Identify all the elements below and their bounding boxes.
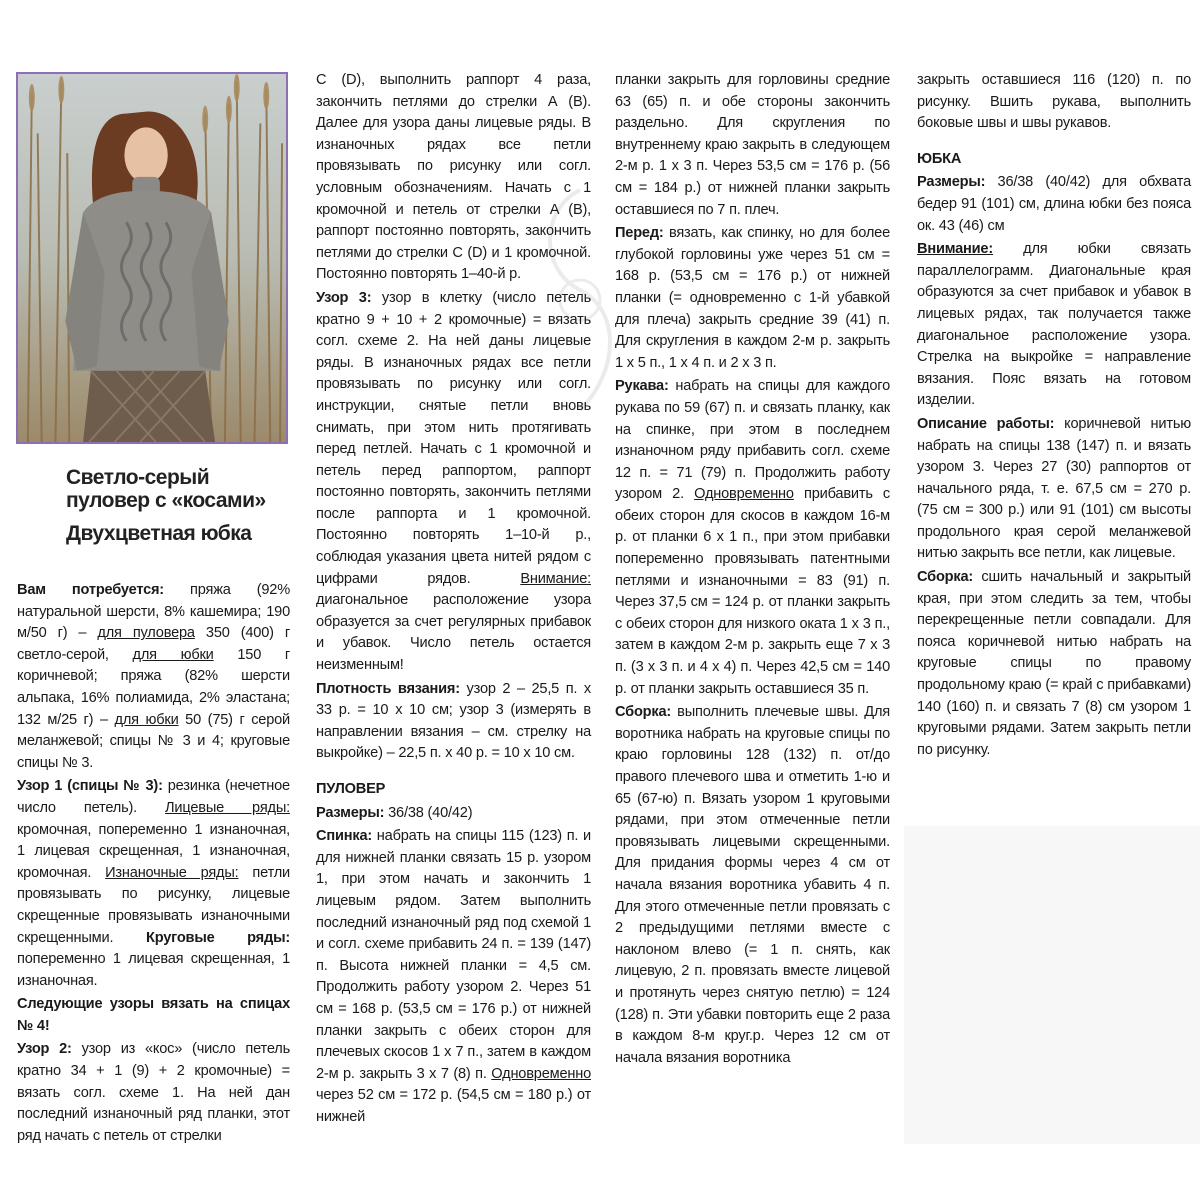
needles-note: Следующие узоры вязать на спицах № 4!	[17, 996, 290, 1034]
gauge-paragraph	[316, 679, 591, 765]
text-run: коричневой нитью набрать на спицы 138 (147) п. и вязать узором 3. Через 27 (30) раппортов от начального ряда, т. е. 67,5 см = 270 р. (75 см = 300 р.) или 91 (101) см высоты продольного края серой меланжевой нитью закрыть все петли, как лицевые.	[917, 415, 1191, 562]
skirt-sizes-paragraph	[917, 172, 1191, 237]
sleeves-paragraph	[615, 376, 890, 700]
sleeves-label: Рукава:	[615, 378, 669, 395]
skirt-assembly-paragraph	[917, 567, 1191, 761]
photo	[16, 72, 288, 444]
text-run: через 52 см = 172 р. (54,5 см = 180 р.) от нижней	[316, 1087, 591, 1125]
text-run: набрать на спицы для каждого рукава по 59 (67) п. и связать планку, как на спинке, при этом в последнем изнаночном ряду прибавить согл. схеме 12 п. = 71 (79) п. Продолжить работу узором 2.	[615, 378, 890, 503]
text-run: 36/38 (40/42)	[384, 804, 473, 821]
work-description-paragraph	[917, 414, 1191, 565]
materials-paragraph	[17, 580, 290, 774]
page-subtitle: Двухцветная юбка	[66, 522, 252, 545]
page-title: Светло-серый пуловер с «косами»	[66, 466, 266, 512]
text-run: для юбки	[132, 646, 214, 663]
text-run: 150 г коричневой; пряжа (82% шерсти альпака, 16% полиамида, 2% эластана; 132 м/25 г) –	[17, 646, 290, 728]
back-label: Спинка:	[316, 828, 373, 845]
column-4	[917, 70, 1191, 761]
text-run: попеременно 1 лицевая скрещенная, 1 изнаночная.	[17, 951, 290, 989]
pattern-2-paragraph	[17, 1039, 290, 1147]
text-run: узор из «кос» (число петель кратно 34 + 1 (9) + 2 кромочные) = вязать согл. схеме 1. На ней дан последний изнаночный ряд планки, этот ряд начать с петель от стрелки	[17, 1041, 291, 1144]
back-paragraph	[316, 826, 591, 1128]
text-run: для юбки	[114, 711, 179, 728]
back-continued: планки закрыть для горловины средние 63 (65) п. и обе стороны закончить раздельно. Для скругления по внутреннему краю закрыть в следующем 2-м р. 1 х 3 п. Через 53,5 см = 176 р. (56 см = 184 р.) от нижней планки закрыть оставшиеся по 7 п. плеч.	[615, 72, 890, 218]
title-block	[66, 466, 298, 546]
section-heading-skirt: ЮБКА	[917, 150, 962, 167]
woman-in-grey-cable-sweater-photo	[18, 74, 286, 442]
text-run: сшить начальный и закрытый края, при этом следить за тем, чтобы перекрещенные петли совпадали. Для пояса коричневой нитью набрать на круговые спицы по правому продольному краю (= край с прибавками) 140 (160) п. и связать 7 (8) см узором 1 круговыми рядами. Затем закрыть петли по рисунку.	[917, 569, 1191, 758]
column-1	[17, 580, 290, 1147]
text-run: выполнить плечевые швы. Для воротника набрать на круговые спицы по краю горловины 128 (132) п. от/до правого плечевого шва и отметить 1-ю и 65 (67-ю) п. Вязать узором 1 круговыми рядами, при этом отмеченные петли провязывать лицевыми скрещенными. Для придания формы через 4 см от начала вязания воротника убавить 4 п. Для этого отмеченные петли провязать с 2 предыдущими петлями вместе с наклоном влево (= 1 п. снять, как лицевую, 2 п. провязать вместе лицевой и протянуть через снятую петлю) = 124 (128) п. Эти убавки повторить еще 2 раза в каждом 8-м круг.р. Через 12 см от начала вязания воротника	[615, 704, 890, 1066]
pattern-2-label: Узор 2:	[17, 1041, 72, 1058]
attention-label: Внимание:	[917, 241, 994, 258]
text-run: петли провязывать по рисунку, лицевые скрещенные провязывать изнаночными скрещенными.	[17, 864, 290, 946]
text-run: для пуловера	[97, 625, 195, 642]
text-run: пряжа (92% натуральной шерсти, 8% кашемира; 190 м/50 г) –	[17, 582, 290, 642]
materials-label: Вам потребуется:	[17, 582, 164, 598]
pattern-2-continued: С (D), выполнить раппорт 4 раза, закончить петлями до стрелки А (В). Далее для узора даны лицевые ряды. В изнаночных рядах все петли провязывать по рисунку или согл. условным обозначениям. Начать с 1 кромочной и петель от стрелки А (В), раппорт постоянно повторять, закончить петлями до стрелки С (D) и 1 кромочной. Постоянно повторять 1–40-й р.	[316, 72, 591, 283]
text-run: Внимание:	[520, 570, 591, 587]
text-run: узор в клетку (число петель кратно 9 + 10 + 2 кромочные) = вязать согл. схеме 2. На ней даны лицевые ряды. В изнаночных рядах все петли провязывать по рисунку или согл. инструкции, снятые петли вновь снимать, при этом нить протягивать перед петлей. Начать с 1 кромочной и петель перед раппортом, раппорт постоянно повторять, закончить петлями после раппорта и 1 кромочной. Постоянно повторять 1–10-й р., соблюдая указания цвета нитей рядом с цифрами рядов.	[316, 289, 591, 587]
assembly-paragraph	[615, 702, 890, 1069]
column-3	[615, 70, 890, 1069]
text-run: Лицевые ряды:	[165, 799, 290, 816]
blank-grey-panel	[904, 826, 1200, 1144]
text-run: для юбки связать параллелограмм. Диагональные края образуются за счет прибавок и убавок в лицевых рядах, так получается также диагональное расположение узора. Стрелка на выкройке = направление вязания. Пояс вязать на готовом изделии.	[917, 241, 1191, 409]
skirt-assembly-label: Сборка:	[917, 569, 974, 586]
text-run: Изнаночные ряды:	[105, 864, 239, 881]
sizes-label: Размеры:	[316, 804, 385, 821]
pattern-3-paragraph	[316, 288, 591, 677]
text-run: набрать на спицы 115 (123) п. и для нижней планки связать 15 р. узором 1, при этом начать и закончить 1 лицевым рядом. Затем выполнить последний изнаночный ряд под схемой 1 и согл. схеме прибавить 24 п. = 139 (147) п. Высота нижней планки = 4,5 см. Продолжить работу узором 2. Через 51 см = 168 р. (53,5 см = 176 р.) от нижней планки закрыть с обеих сторон для плечевых скосов 1 х 7 п., затем в каждом 2-м р. закрыть 3 х 7 (8) п.	[316, 828, 591, 1082]
work-description-label: Описание работы:	[917, 415, 1055, 432]
assembly-continued: закрыть оставшиеся 116 (120) п. по рисунку. Вшить рукава, выполнить боковые швы и швы рукавов.	[917, 72, 1191, 132]
gauge-label: Плотность вязания:	[316, 680, 460, 697]
text-run: кромочная, попеременно 1 изнаночная, 1 лицевая скрещенная, 1 изнаночная, кромочная.	[17, 821, 290, 881]
text-run: диагональное расположение узора образуется за счет регулярных прибавок и убавок. Число петель остается неизменным!	[316, 592, 591, 674]
text-run: Круговые ряды:	[146, 929, 290, 946]
front-label: Перед:	[615, 225, 664, 242]
text-run: 350 (400) г светло-серой,	[17, 625, 290, 663]
text-run: вязать, как спинку, но для более глубокой горловины уже через 51 см = 168 р. (53,5 см = 176 р.) от нижней планки (= одновременно с 1-й убавкой для плеча) закрыть средние 39 (41) п. Для скругления в каждом 2-м р. закрыть 1 х 5 п., 1 х 4 п. и 2 х 3 п.	[615, 225, 890, 371]
assembly-label: Сборка:	[615, 704, 672, 721]
front-paragraph	[615, 223, 890, 374]
sizes-paragraph	[316, 803, 591, 825]
attention-paragraph	[917, 239, 1191, 412]
column-2	[316, 70, 591, 1129]
text-run: узор 2 – 25,5 п. х 33 р. = 10 х 10 см; узор 3 (измерять в направлении вязания – см. стрелку на выкройке) – 22,5 п. х 40 р. = 10 х 10 см.	[316, 680, 591, 762]
pattern-3-label: Узор 3:	[316, 289, 372, 306]
pattern-1-paragraph	[17, 776, 290, 992]
pattern-1-label: Узор 1 (спицы № 3):	[17, 778, 163, 795]
text-run: 50 (75) г серой меланжевой; спицы № 3 и 4; круговые спицы № 3.	[17, 711, 291, 771]
text-run: резинка (нечетное число петель).	[17, 778, 290, 816]
text-run: Одновременно	[694, 486, 794, 503]
text-run: Одновременно	[491, 1065, 591, 1082]
text-run: прибавить с обеих сторон для скосов в каждом 16-м р. от планки 6 х 1 п., при этом прибавки попеременно провязывать патентными петлями и изнаночными = 83 (91) п. Через 37,5 см = 124 р. от планки закрыть с обеих сторон для низкого оката 1 х 3 п., затем в каждом 2-м р. закрыть еще 7 х 3 п. (3 х 3 п. и 4 х 4) п. Через 42,5 см = 140 р. от планки закрыть оставшиеся 35 п.	[615, 486, 890, 697]
text-run: 36/38 (40/42) для обхвата бедер 91 (101) см, длина юбки без пояса ок. 43 (46) см	[917, 174, 1191, 234]
skirt-sizes-label: Размеры:	[917, 174, 986, 191]
section-heading-pullover: ПУЛОВЕР	[316, 781, 386, 797]
